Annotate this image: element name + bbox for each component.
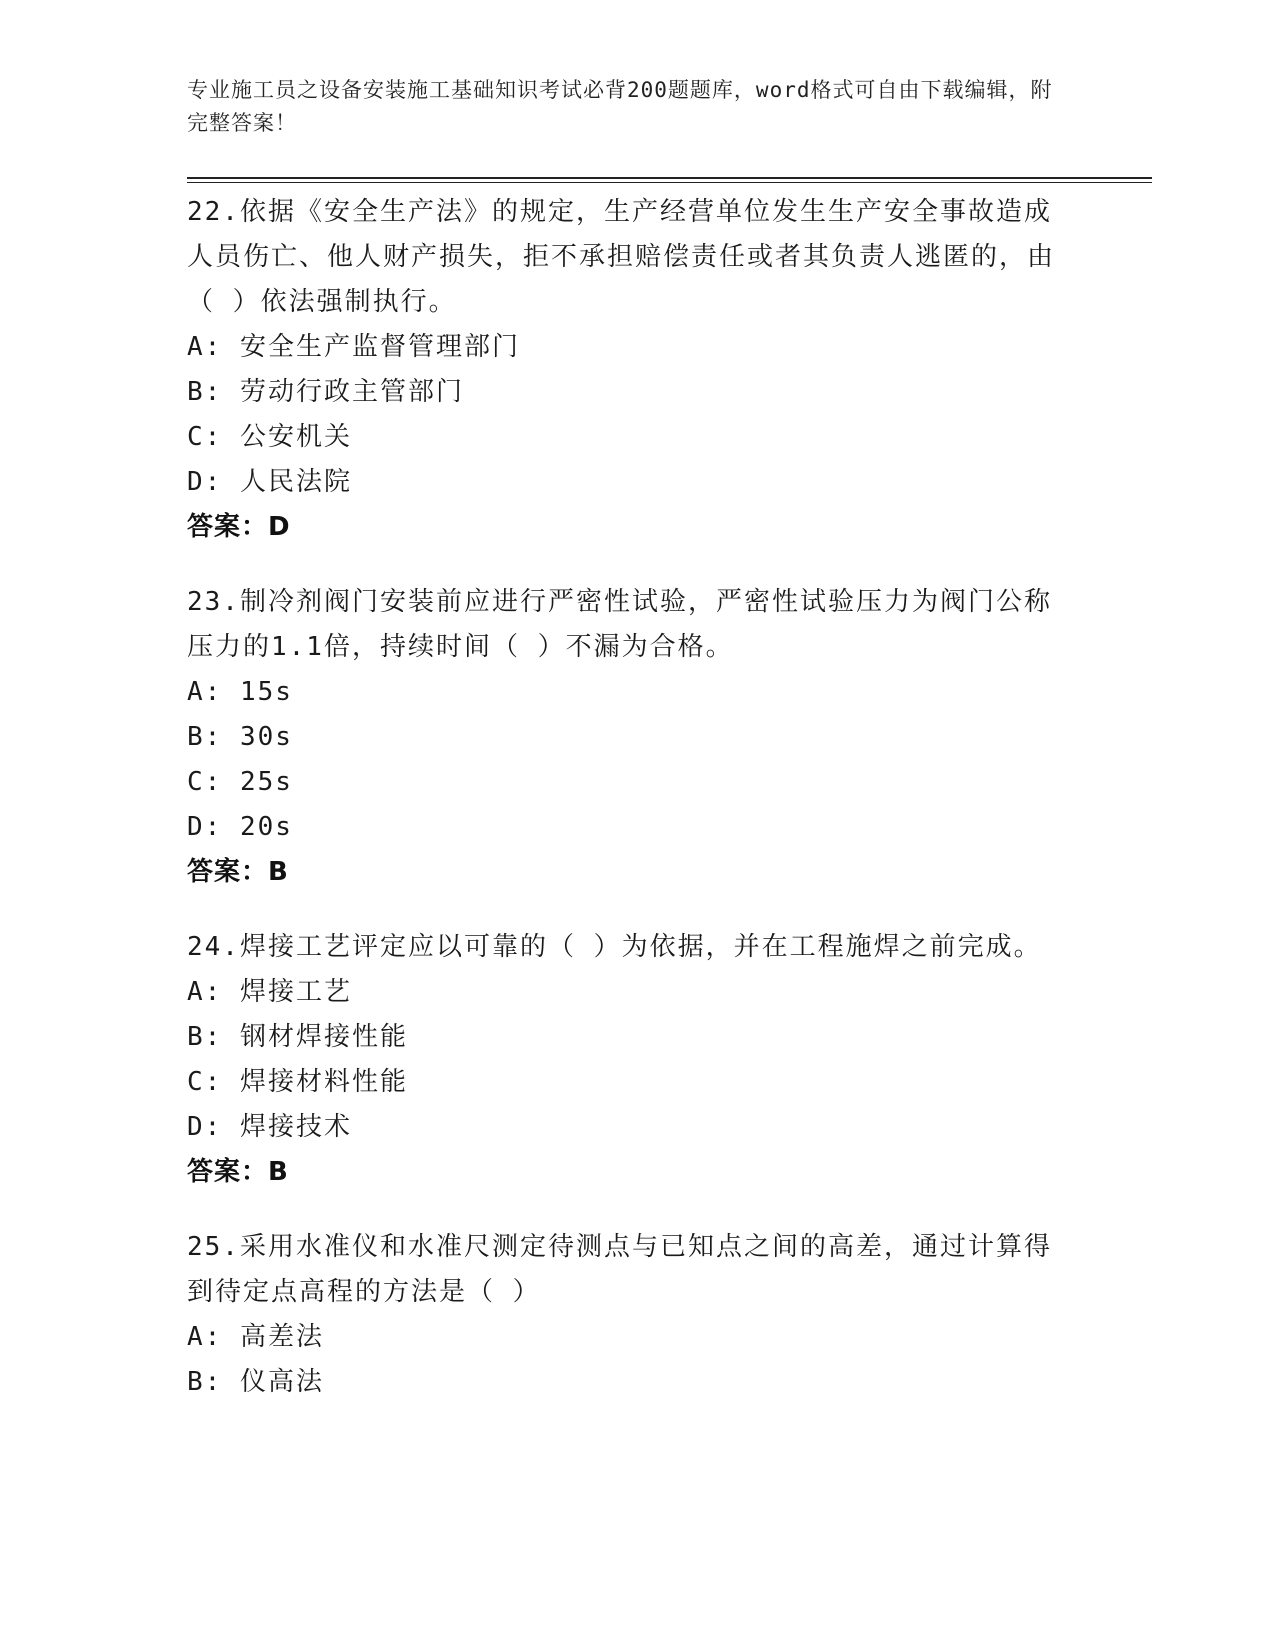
answer-label: 答案：B xyxy=(187,1157,289,1187)
question-text: 25.采用水准仪和水准尺测定待测点与已知点之间的高差，通过计算得到待定点高程的方法是（ ） xyxy=(187,1232,1052,1307)
header-divider-thick xyxy=(187,177,1152,179)
question-23 xyxy=(187,580,1077,895)
question-text: 22.依据《安全生产法》的规定，生产经营单位发生生产安全事故造成人员伤亡、他人财产损失，拒不承担赔偿责任或者其负责人逃匿的，由（ ）依法强制执行。 xyxy=(187,197,1056,317)
answer-label: 答案：B xyxy=(187,857,289,887)
question-text: 23.制冷剂阀门安装前应进行严密性试验，严密性试验压力为阀门公称压力的1.1倍，持续时间（ ）不漏为合格。 xyxy=(187,587,1052,662)
option-c: C: 焊接材料性能 xyxy=(187,1067,408,1097)
option-a: A: 高差法 xyxy=(187,1322,324,1352)
option-d: D: 20s xyxy=(187,812,293,842)
option-d: D: 人民法院 xyxy=(187,467,352,497)
option-b: B: 仪高法 xyxy=(187,1367,324,1397)
question-text: 24.焊接工艺评定应以可靠的（ ）为依据，并在工程施焊之前完成。 xyxy=(187,932,1042,962)
option-a: A: 焊接工艺 xyxy=(187,977,352,1007)
option-c: C: 公安机关 xyxy=(187,422,352,452)
question-25 xyxy=(187,1225,1077,1405)
option-a: A: 安全生产监督管理部门 xyxy=(187,332,520,362)
header-divider-thin xyxy=(187,182,1152,183)
option-d: D: 焊接技术 xyxy=(187,1112,352,1142)
question-22 xyxy=(187,190,1077,550)
option-b: B: 劳动行政主管部门 xyxy=(187,377,464,407)
document-header: 专业施工员之设备安装施工基础知识考试必背200题题库，word格式可自由下载编辑，附完整答案！ xyxy=(187,78,1053,135)
option-b: B: 30s xyxy=(187,722,293,752)
question-list xyxy=(187,190,1077,1435)
option-a: A: 15s xyxy=(187,677,293,707)
option-b: B: 钢材焊接性能 xyxy=(187,1022,408,1052)
answer-label: 答案：D xyxy=(187,512,291,542)
option-c: C: 25s xyxy=(187,767,293,797)
question-24 xyxy=(187,925,1077,1195)
